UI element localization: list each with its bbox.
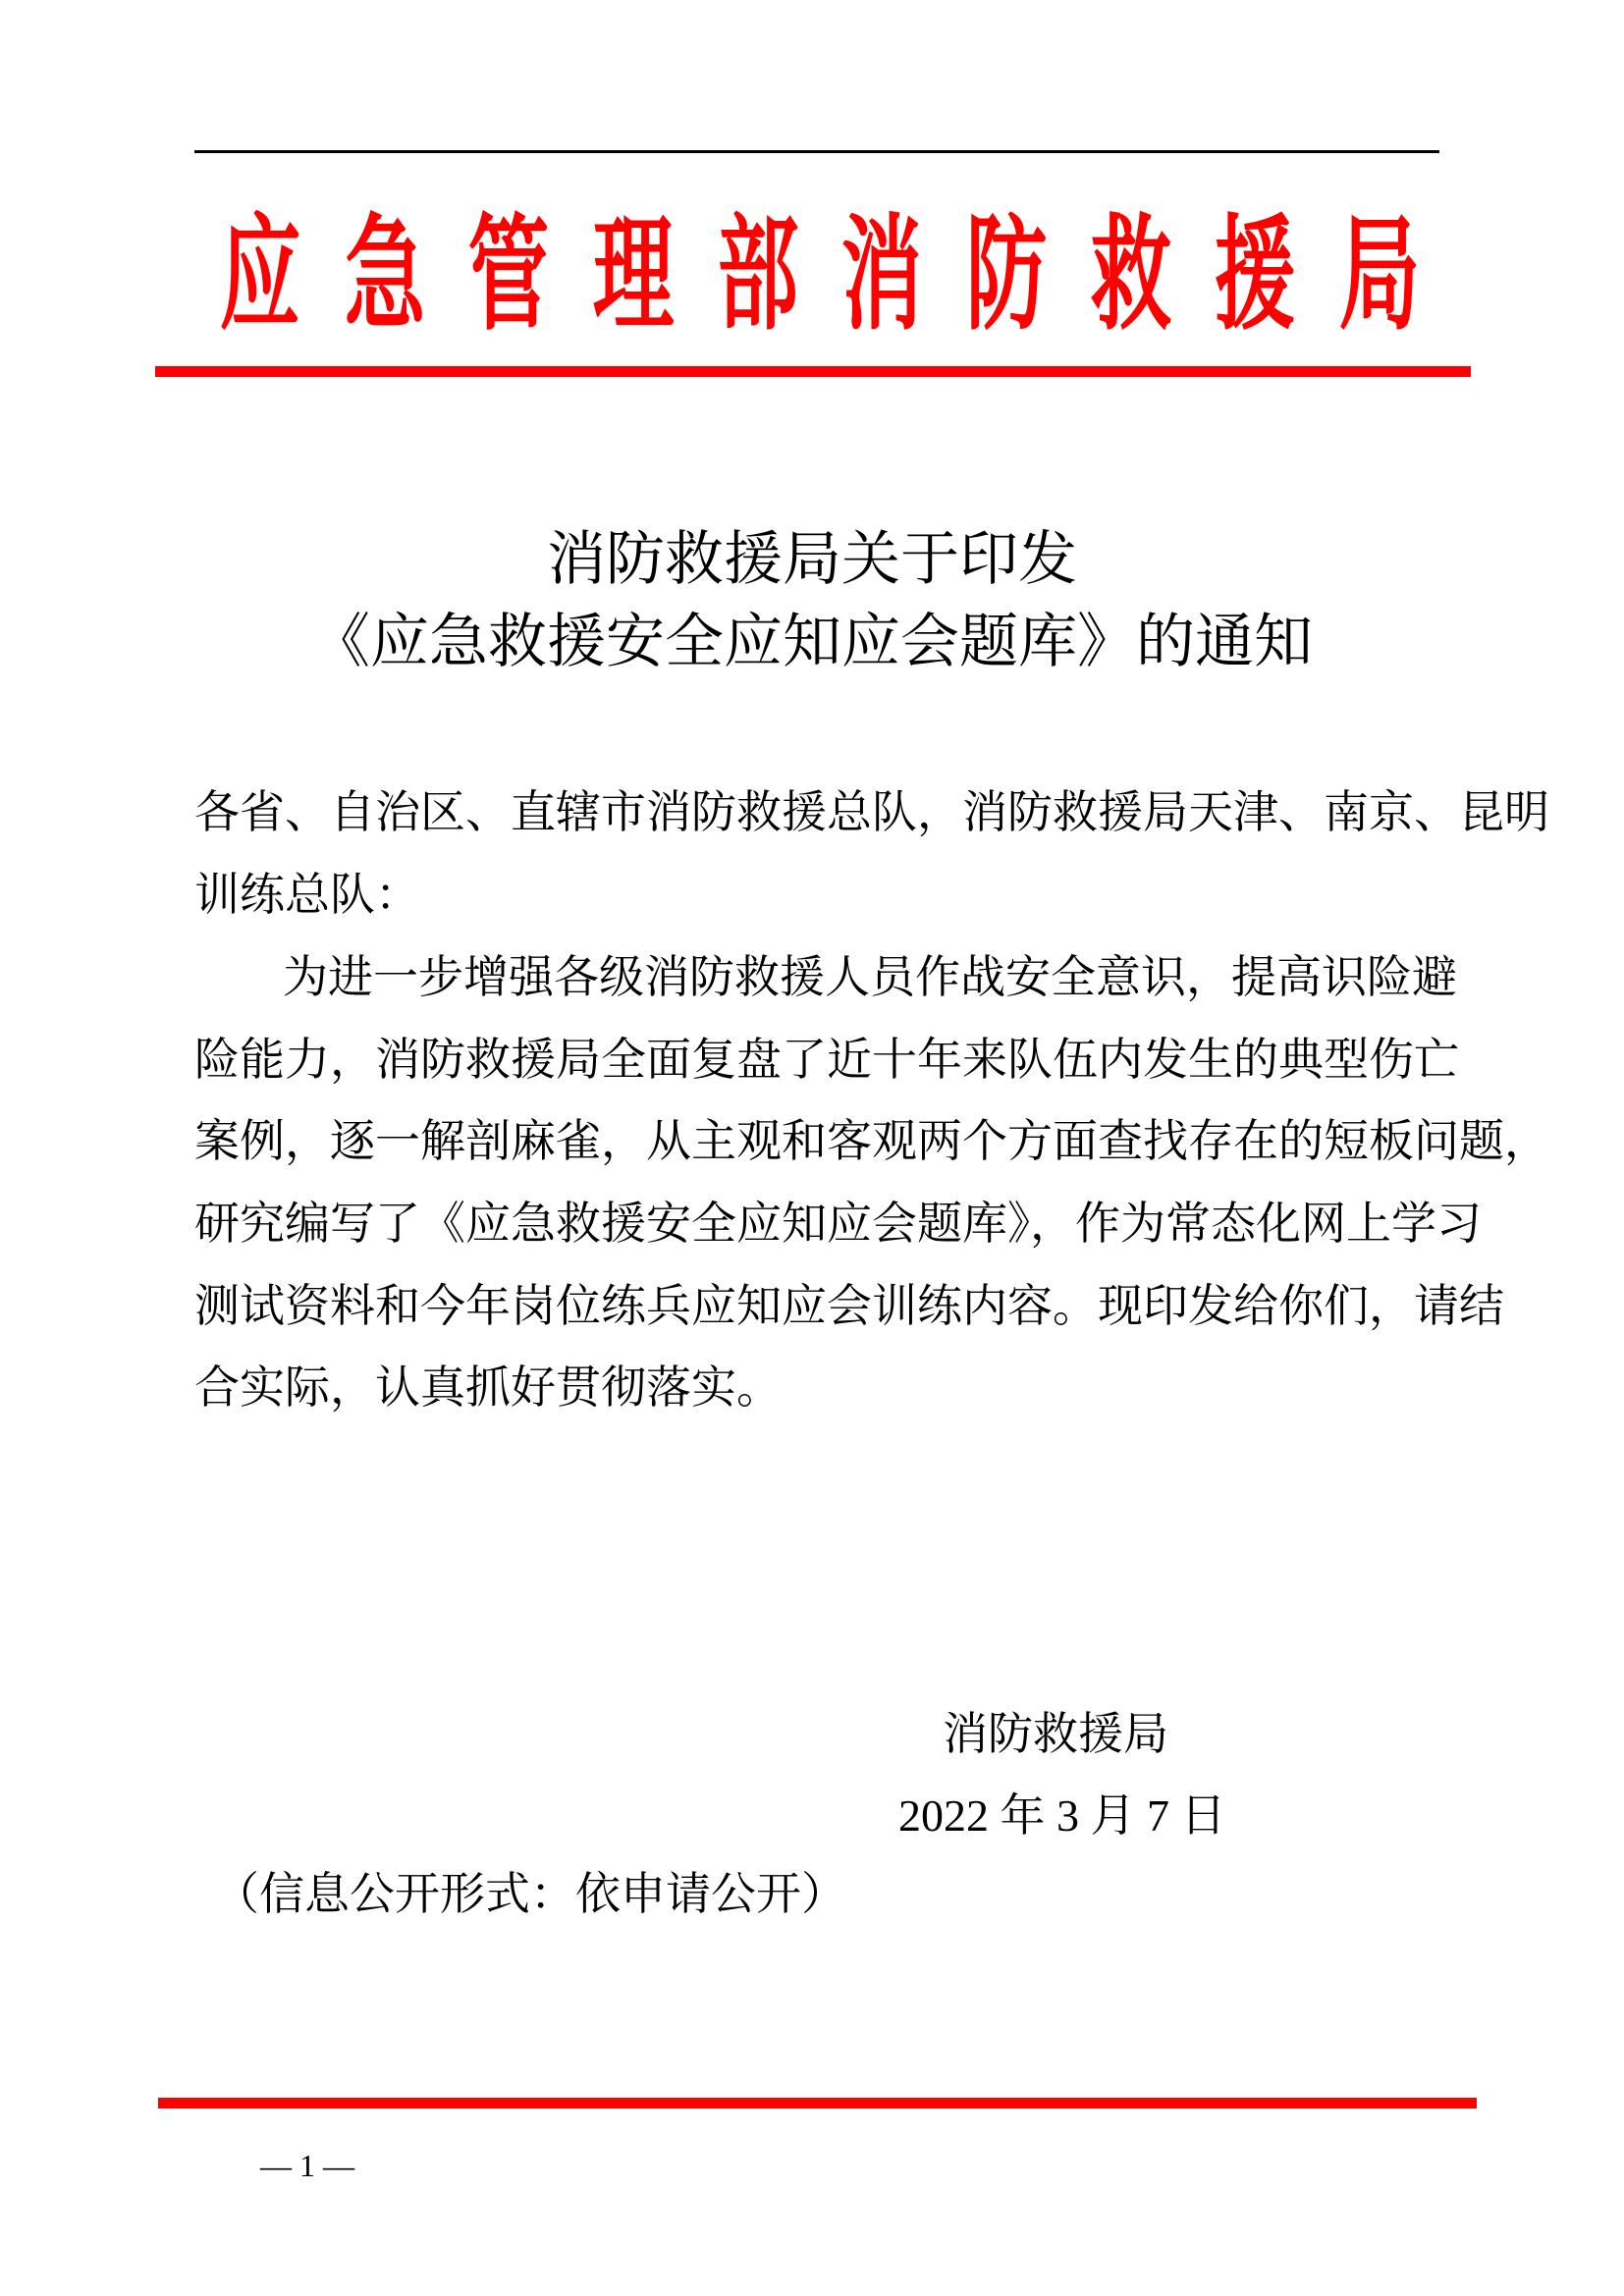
org-char: 援 <box>1215 202 1296 347</box>
org-char: 局 <box>1338 202 1421 347</box>
title-line-2: 《应急救援安全应知应会题库》的通知 <box>311 608 1313 676</box>
top-rule <box>194 150 1439 153</box>
body-line: 各省、自治区、直辖市消防救援总队，消防救援局天津、南京、昆明 <box>194 785 1549 838</box>
org-char: 救 <box>1090 202 1171 347</box>
org-char: 管 <box>468 202 550 347</box>
body-line: 研究编写了《应急救援安全应知应会题库》，作为常态化网上学习 <box>194 1197 1482 1250</box>
org-char: 部 <box>717 202 798 347</box>
disclosure-note: （信息公开形式：依申请公开） <box>214 1867 846 1920</box>
org-char: 急 <box>344 202 425 347</box>
signature-date: 2022 年 3 月 7 日 <box>898 1790 1226 1841</box>
signature-org: 消防救援局 <box>943 1707 1168 1760</box>
body-line: 测试资料和今年岗位练兵应知应会训练内容。现印发给你们，请结 <box>194 1279 1504 1332</box>
body-line: 为进一步增强各级消防救援人员作战安全意识，提高识险避 <box>283 950 1457 1003</box>
page-number: — 1 — <box>260 2148 354 2183</box>
org-char: 应 <box>219 202 301 347</box>
org-char: 消 <box>841 202 923 347</box>
title-line-1: 消防救援局关于印发 <box>547 525 1077 594</box>
red-rule-top <box>155 366 1471 377</box>
org-char: 理 <box>592 202 675 347</box>
red-rule-bottom <box>158 2098 1477 2109</box>
org-header <box>206 201 1434 348</box>
body-line: 案例，逐一解剖麻雀，从主观和客观两个方面查找存在的短板问题， <box>194 1114 1549 1167</box>
org-char: 防 <box>965 202 1048 347</box>
body-line: 合实际，认真抓好贯彻落实。 <box>194 1361 782 1414</box>
body-line: 训练总队： <box>194 868 420 921</box>
body-line: 险能力，消防救援局全面复盘了近十年来队伍内发生的典型伤亡 <box>194 1033 1459 1086</box>
